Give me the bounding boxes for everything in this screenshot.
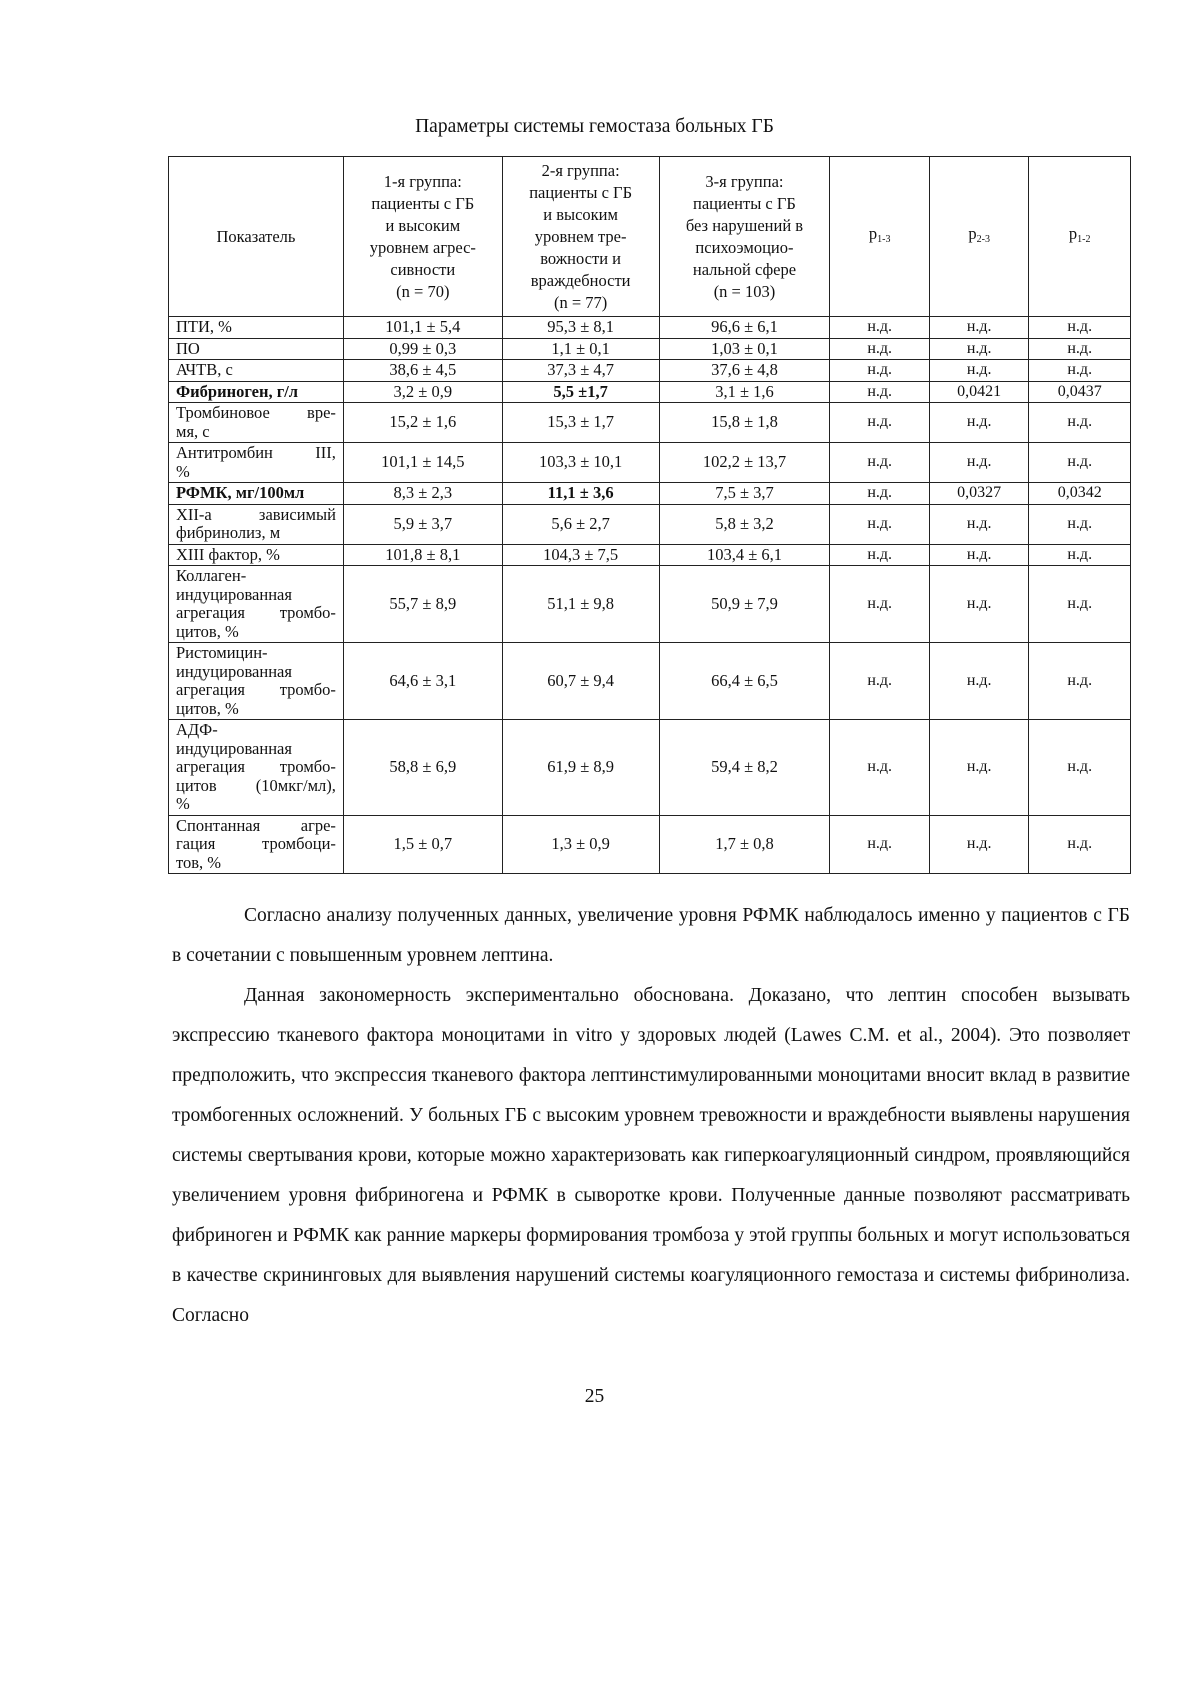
hemostasis-table xyxy=(168,156,1131,874)
row-label xyxy=(169,381,344,403)
p-2-3-value: н.д. xyxy=(929,815,1029,874)
row-label xyxy=(169,544,344,566)
row-label-line: цитов (10мкг/мл), xyxy=(176,775,336,795)
group-1-value: 3,2 ± 0,9 xyxy=(343,381,502,403)
body-text xyxy=(172,896,1130,1336)
header-line: 3-я группа: xyxy=(705,171,784,191)
group-2-value: 61,9 ± 8,9 xyxy=(502,720,659,816)
group-3-value: 3,1 ± 1,6 xyxy=(659,381,830,403)
row-label-line: Тромбиновое вре- xyxy=(176,403,336,422)
row-label-line: агрегация тромбо- xyxy=(176,757,336,776)
p-1-2-value: н.д. xyxy=(1029,643,1131,720)
header-line: уровнем агрес- xyxy=(369,237,476,257)
header-line: психоэмоцио- xyxy=(695,237,794,257)
table-row xyxy=(169,381,1131,403)
row-label-line: индуцированная xyxy=(176,738,292,758)
p-2-3-value: н.д. xyxy=(929,338,1029,360)
p-1-2-value: н.д. xyxy=(1029,317,1131,339)
p-1-3-value: н.д. xyxy=(830,504,930,544)
header-p-2-3-base: p xyxy=(968,223,977,243)
p-2-3-value: н.д. xyxy=(929,720,1029,816)
p-1-2-value: н.д. xyxy=(1029,403,1131,443)
p-1-3-value: н.д. xyxy=(830,720,930,816)
group-3-value: 103,4 ± 6,1 xyxy=(659,544,830,566)
row-label-line: АЧТВ, с xyxy=(176,360,233,379)
p-1-2-value: н.д. xyxy=(1029,338,1131,360)
p-1-2-value: н.д. xyxy=(1029,443,1131,483)
header-p-2-3-sub: 2-3 xyxy=(976,233,990,245)
group-2-value: 5,5 ±1,7 xyxy=(502,381,659,403)
row-label-line: Фибриноген, г/л xyxy=(176,381,299,401)
p-2-3-value: н.д. xyxy=(929,317,1029,339)
p-1-3-value: н.д. xyxy=(830,815,930,874)
row-label-line: % xyxy=(176,461,190,481)
p-1-3-value: н.д. xyxy=(830,483,930,505)
header-line: и высоким xyxy=(385,215,461,235)
header-group-1 xyxy=(343,157,502,317)
header-line: (n = 70) xyxy=(396,281,450,301)
group-3-value: 96,6 ± 6,1 xyxy=(659,317,830,339)
row-label-line: Коллаген- xyxy=(176,566,247,585)
group-1-value: 15,2 ± 1,6 xyxy=(343,403,502,443)
header-line: без нарушений в xyxy=(685,215,804,235)
row-label xyxy=(169,443,344,483)
group-2-value: 37,3 ± 4,7 xyxy=(502,360,659,382)
group-2-value: 60,7 ± 9,4 xyxy=(502,643,659,720)
table-row xyxy=(169,443,1131,483)
header-line: 1-я группа: xyxy=(383,171,462,191)
p-2-3-value: н.д. xyxy=(929,403,1029,443)
group-2-value: 104,3 ± 7,5 xyxy=(502,544,659,566)
p-1-3-value: н.д. xyxy=(830,403,930,443)
p-1-3-value: н.д. xyxy=(830,566,930,643)
row-label-line: цитов, % xyxy=(176,621,239,641)
row-label xyxy=(169,338,344,360)
group-2-value: 103,3 ± 10,1 xyxy=(502,443,659,483)
group-2-value: 15,3 ± 1,7 xyxy=(502,403,659,443)
row-label xyxy=(169,815,344,874)
header-line: уровнем тре- xyxy=(534,226,627,246)
group-2-value: 1,1 ± 0,1 xyxy=(502,338,659,360)
group-2-value: 1,3 ± 0,9 xyxy=(502,815,659,874)
row-label-line: агрегация тромбо- xyxy=(176,603,336,622)
header-line: пациенты с ГБ xyxy=(371,193,475,213)
group-1-value: 101,1 ± 5,4 xyxy=(343,317,502,339)
group-1-value: 1,5 ± 0,7 xyxy=(343,815,502,874)
table-body xyxy=(169,157,1131,874)
p-1-3-value: н.д. xyxy=(830,338,930,360)
row-label-line: XIII фактор, % xyxy=(176,544,280,564)
header-line: (n = 77) xyxy=(553,292,608,312)
row-label-line: агрегация тромбо- xyxy=(176,680,336,699)
table-row xyxy=(169,403,1131,443)
table-row xyxy=(169,483,1131,505)
group-3-value: 1,03 ± 0,1 xyxy=(659,338,830,360)
group-3-value: 50,9 ± 7,9 xyxy=(659,566,830,643)
row-label-line: индуцированная xyxy=(176,661,292,681)
group-3-value: 5,8 ± 3,2 xyxy=(659,504,830,544)
p-2-3-value: 0,0327 xyxy=(929,483,1029,505)
page-number: 25 xyxy=(584,1386,605,1407)
p-2-3-value: н.д. xyxy=(929,544,1029,566)
p-1-2-value: 0,0342 xyxy=(1029,483,1131,505)
header-group-3 xyxy=(659,157,830,317)
p-1-2-value: н.д. xyxy=(1029,504,1131,544)
row-label xyxy=(169,720,344,816)
table-header-row xyxy=(169,157,1131,317)
group-1-value: 64,6 ± 3,1 xyxy=(343,643,502,720)
row-label-line: тов, % xyxy=(176,852,222,872)
p-1-2-value: н.д. xyxy=(1029,815,1131,874)
group-1-value: 0,99 ± 0,3 xyxy=(343,338,502,360)
p-1-3-value: н.д. xyxy=(830,544,930,566)
p-1-2-value: н.д. xyxy=(1029,360,1131,382)
header-line: (n = 103) xyxy=(713,281,776,301)
p-1-3-value: н.д. xyxy=(830,643,930,720)
header-p-1-2-sub: 1-2 xyxy=(1077,233,1091,245)
row-label-line: цитов, % xyxy=(176,698,239,718)
row-label-line: РФМК, мг/100мл xyxy=(176,483,305,502)
group-3-value: 59,4 ± 8,2 xyxy=(659,720,830,816)
paragraph-1: Согласно анализу полученных данных, увеличение уровня РФМК наблюдалось именно у пациентов с ГБ в сочетании с повышенным уровнем лептина. xyxy=(172,905,1130,966)
header-line: враждебности xyxy=(530,270,631,290)
group-3-value: 1,7 ± 0,8 xyxy=(659,815,830,874)
group-1-value: 38,6 ± 4,5 xyxy=(343,360,502,382)
table-row xyxy=(169,338,1131,360)
table-row xyxy=(169,720,1131,816)
p-2-3-value: н.д. xyxy=(929,504,1029,544)
group-2-value: 51,1 ± 9,8 xyxy=(502,566,659,643)
header-line: нальной сфере xyxy=(692,259,797,279)
group-3-value: 37,6 ± 4,8 xyxy=(659,360,830,382)
group-2-value: 95,3 ± 8,1 xyxy=(502,317,659,339)
p-1-2-value: н.д. xyxy=(1029,720,1131,816)
table-row xyxy=(169,643,1131,720)
p-1-2-value: 0,0437 xyxy=(1029,381,1131,403)
table-row xyxy=(169,544,1131,566)
table-title: Параметры системы гемостаза больных ГБ xyxy=(415,116,774,137)
header-p-1-2-base: p xyxy=(1068,223,1078,243)
group-3-value: 7,5 ± 3,7 xyxy=(659,483,830,505)
group-3-value: 15,8 ± 1,8 xyxy=(659,403,830,443)
row-label xyxy=(169,504,344,544)
row-label-line: гация тромбоци- xyxy=(176,834,336,853)
group-2-value: 5,6 ± 2,7 xyxy=(502,504,659,544)
header-group-2 xyxy=(502,157,659,317)
p-2-3-value: н.д. xyxy=(929,360,1029,382)
p-1-2-value: н.д. xyxy=(1029,566,1131,643)
row-label-line: мя, с xyxy=(176,421,210,441)
table-row xyxy=(169,504,1131,544)
header-line: и высоким xyxy=(543,204,618,224)
group-2-value: 11,1 ± 3,6 xyxy=(502,483,659,505)
p-2-3-value: н.д. xyxy=(929,643,1029,720)
p-1-2-value: н.д. xyxy=(1029,544,1131,566)
header-p-1-2 xyxy=(1029,157,1131,317)
p-1-3-value: н.д. xyxy=(830,443,930,483)
row-label xyxy=(169,566,344,643)
group-1-value: 8,3 ± 2,3 xyxy=(343,483,502,505)
row-label-line: % xyxy=(176,794,190,813)
row-label xyxy=(169,483,344,505)
p-2-3-value: н.д. xyxy=(929,566,1029,643)
row-label xyxy=(169,360,344,382)
row-label-line: ПО xyxy=(176,338,200,358)
row-label-line: XII-а зависимый xyxy=(176,504,336,524)
header-line: сивности xyxy=(390,259,456,279)
row-label xyxy=(169,403,344,443)
row-label-line: индуцированная xyxy=(176,584,292,604)
row-label-line: Антитромбин III, xyxy=(176,443,336,462)
header-p-2-3 xyxy=(929,157,1029,317)
group-1-value: 101,1 ± 14,5 xyxy=(343,443,502,483)
p-2-3-value: н.д. xyxy=(929,443,1029,483)
table-row xyxy=(169,815,1131,874)
group-1-value: 5,9 ± 3,7 xyxy=(343,504,502,544)
header-line: пациенты с ГБ xyxy=(529,182,633,202)
table-row xyxy=(169,360,1131,382)
header-line: пациенты с ГБ xyxy=(693,193,796,213)
row-label-line: ПТИ, % xyxy=(176,317,232,336)
table-row xyxy=(169,317,1131,339)
header-indicator: Показатель xyxy=(169,157,344,317)
row-label xyxy=(169,317,344,339)
group-1-value: 101,8 ± 8,1 xyxy=(343,544,502,566)
header-p-1-3-sub: 1-3 xyxy=(877,233,891,245)
row-label-line: Спонтанная агре- xyxy=(176,815,336,835)
header-p-1-3-base: p xyxy=(868,223,878,243)
row-label xyxy=(169,643,344,720)
p-1-3-value: н.д. xyxy=(830,381,930,403)
row-label-line: Ристомицин- xyxy=(176,643,268,662)
row-label-line: АДФ- xyxy=(176,720,218,739)
group-3-value: 66,4 ± 6,5 xyxy=(659,643,830,720)
table-row xyxy=(169,566,1131,643)
p-1-3-value: н.д. xyxy=(830,317,930,339)
p-1-3-value: н.д. xyxy=(830,360,930,382)
group-1-value: 55,7 ± 8,9 xyxy=(343,566,502,643)
row-label-line: фибринолиз, м xyxy=(176,523,281,542)
header-p-1-3 xyxy=(830,157,930,317)
header-line: вожности и xyxy=(540,248,621,268)
group-1-value: 58,8 ± 6,9 xyxy=(343,720,502,816)
paragraph-2: Данная закономерность экспериментально обоснована. Доказано, что лептин способен вызывать экспрессию тканевого фактора моноцитами in vitro у здоровых людей (Lawes C.M. et al., 2004). Это позволяет предположить, что экспрессия тканевого фактора лептинстимулированными моноцитами вносит вклад в развитие тромбогенных осложнений. У больных ГБ с высоким уровнем тревожности и враждебности выявлены нарушения системы свертывания крови, которые можно характеризовать как гиперкоагуляционный синдром, проявляющийся увеличением уровня фибриногена и РФМК в сыворотке крови. Полученные данные позволяют рассматривать фибриноген и РФМК как ранние маркеры формирования тромбоза у этой группы больных и могут использоваться в качестве скрининговых для выявления нарушений системы коагуляционного гемостаза и системы фибринолиза. Согласно xyxy=(172,985,1130,1326)
p-2-3-value: 0,0421 xyxy=(929,381,1029,403)
group-3-value: 102,2 ± 13,7 xyxy=(659,443,830,483)
header-line: 2-я группа: xyxy=(541,160,620,180)
